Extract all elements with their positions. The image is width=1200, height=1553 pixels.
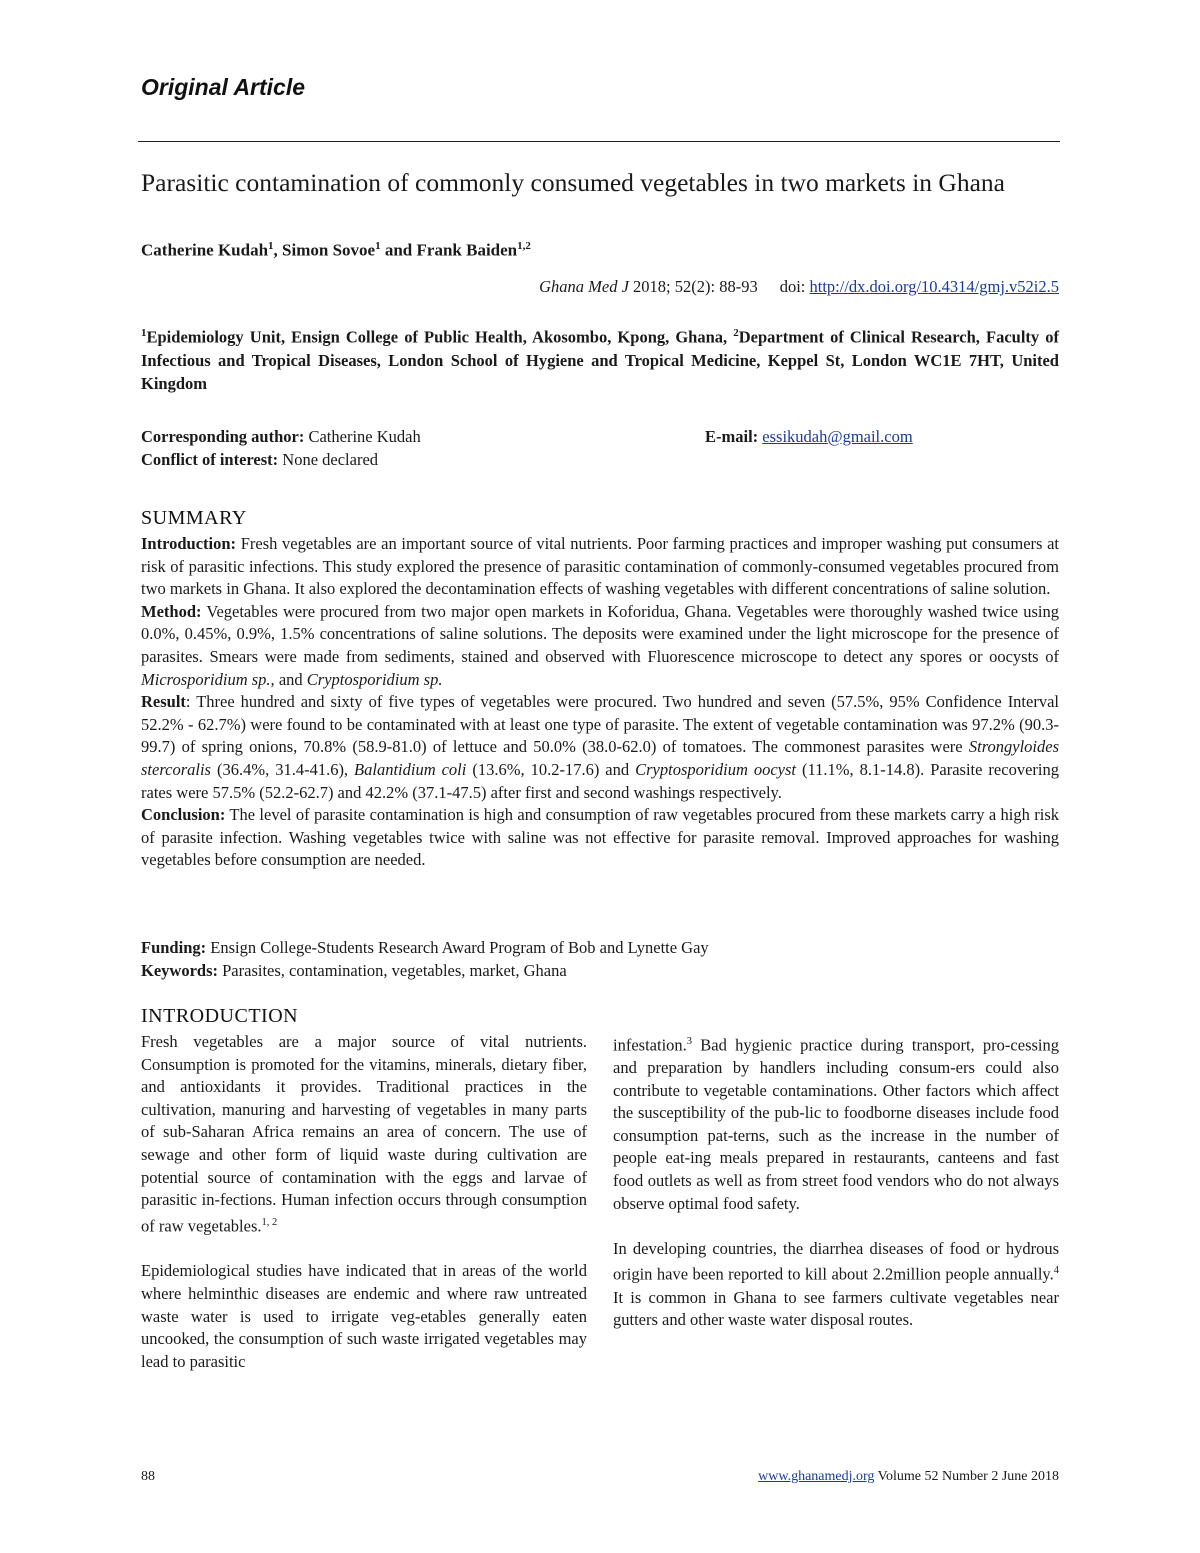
author-separator: and [380, 240, 417, 260]
journal-name: Ghana Med J [539, 277, 629, 296]
email-link[interactable]: essikudah@gmail.com [762, 427, 913, 446]
citation-details: 2018; 52(2): 88-93 [633, 277, 758, 296]
corresponding-info [141, 425, 421, 471]
intro-label: Introduction: [141, 534, 237, 553]
paragraph-text: Bad hygienic practice during transport, pro-cessing and preparation by handlers including consum-ers could also contribute to vegetable contaminations. Other factors which affect the susceptibility of the pub-lic to foodborne diseases include food consumption pat-terns, such as the increase in the number of people eat-ing meals prepared in restaurants, canteens and fast food outlets as well as from street food vendors who do not always observe optimal food safety. [613, 1035, 1059, 1213]
reference-marker: 1, 2 [261, 1216, 278, 1228]
funding-text: Ensign College-Students Research Award Program of Bob and Lynette Gay [210, 938, 709, 957]
summary-introduction [141, 533, 1059, 601]
method-text: and [274, 669, 307, 689]
intro-text: Fresh vegetables are an important source of vital nutrients. Poor farming practices and improper washing put consumers at risk of parasitic infections. This study explored the presence of parasitic contamination of commonly-consumed vegetables procured from two markets in Ghana. It also explored the decontamination effects of washing vegetables with different concentrations of saline solution. [141, 534, 1060, 599]
result-organism: Cryptosporidium oocyst [635, 759, 797, 779]
summary-body [141, 533, 1059, 872]
article-title: Parasitic contamination of commonly consumed vegetables in two markets in Ghana [141, 168, 1005, 197]
reference-marker: 3 [686, 1036, 693, 1047]
funding-line [141, 937, 709, 960]
email-info [705, 425, 913, 448]
method-organism: Microsporidium sp., [141, 669, 275, 689]
result-text: (13.6%, 10.2-17.6) and [466, 759, 636, 779]
funding-label: Funding: [141, 938, 207, 957]
author-affiliation-marker: 1,2 [517, 240, 531, 252]
author-name: Frank Baiden [416, 240, 518, 260]
doi-link[interactable]: http://dx.doi.org/10.4314/gmj.v52i2.5 [809, 277, 1059, 296]
author-affiliation-marker: 1 [268, 240, 274, 252]
email-label: E-mail: [705, 427, 759, 446]
reference-marker: 4 [1053, 1265, 1059, 1277]
affiliation-text: Department of Clinical Research, Faculty of Infectious and Tropical Diseases, London School of Hygiene and Tropical Medicine, Keppel St, London WC1E 7HT, United Kingdom [141, 327, 1059, 393]
author-affiliation-marker: 1 [375, 240, 381, 252]
affiliations [141, 322, 1059, 395]
body-paragraph [141, 1031, 587, 1238]
result-label: Result [141, 692, 186, 712]
conclusion-label: Conclusion: [141, 805, 226, 825]
summary-result [141, 691, 1059, 804]
introduction-right-column [613, 1031, 1059, 1332]
keywords-line [141, 960, 709, 983]
header-rule [138, 141, 1060, 142]
page-number: 88 [141, 1469, 155, 1484]
doi-label: doi: [779, 277, 806, 296]
author-name: Catherine Kudah [141, 240, 269, 260]
keywords-label: Keywords: [141, 960, 218, 980]
author-name: Simon Sovoe [282, 240, 376, 260]
body-paragraph [613, 1238, 1059, 1332]
conclusion-text: The level of parasite contamination is high and consumption of raw vegetables procured from these markets carry a high risk of parasite infection. Washing vegetables twice with saline was not effective for parasite removal. Improved approaches for washing vegetables before consumption are needed. [141, 805, 1059, 870]
introduction-heading: INTRODUCTION [141, 1005, 299, 1027]
body-paragraph [613, 1031, 1059, 1215]
corresponding-author-label: Corresponding author: [141, 427, 305, 446]
issue-info: Volume 52 Number 2 June 2018 [877, 1469, 1059, 1484]
website-link[interactable]: www.ghanamedj.org [758, 1469, 875, 1484]
method-organism: Cryptosporidium sp. [306, 669, 443, 689]
summary-method [141, 601, 1059, 691]
result-text: (11.1%, 8.1-14.8). Parasite recovering rates were 57.5% (52.2-62.7) and 42.2% (37.1-47.5) after first and second washings respectively. [141, 759, 1059, 802]
affiliation-text: Epidemiology Unit, Ensign College of Public Health, Akosombo, Kpong, Ghana, [146, 327, 734, 347]
funding-keywords [141, 937, 709, 982]
author-list [141, 240, 531, 261]
result-text: : Three hundred and sixty of five types of vegetables were procured. Two hundred and seven (57.5%, 95% Confidence Interval 52.2% - 62.7%) were found to be contaminated with at least one type of parasite. The extent of vegetable contamination was 97.2% (90.3-99.7) of spring onions, 70.8% (58.9-81.0) of lettuce and 50.0% (38.0-62.0) of tomatoes. The commonest parasites were [141, 692, 1059, 757]
result-text: (36.4%, 31.4-41.6), [210, 759, 355, 779]
conflict-label: Conflict of interest: [141, 450, 279, 469]
summary-heading: SUMMARY [141, 507, 247, 529]
paragraph-text: It is common in Ghana to see farmers cultivate vegetables near gutters and other waste water disposal routes. [613, 1287, 1059, 1330]
author-separator: , [273, 240, 283, 260]
citation-line [539, 277, 1059, 297]
corresponding-author-name: Catherine Kudah [308, 427, 421, 446]
section-label: Original Article [141, 74, 306, 100]
affiliation-marker: 1 [141, 327, 147, 339]
result-organism: Balantidium coli [354, 759, 467, 779]
result-organism: Strongyloides stercoralis [141, 737, 1059, 779]
affiliation-marker: 2 [733, 327, 739, 339]
footer-info [758, 1469, 1059, 1485]
summary-conclusion [141, 804, 1059, 872]
method-label: Method: [141, 601, 202, 621]
method-text: Vegetables were procured from two major open markets in Koforidua, Ghana. Vegetables were thoroughly washed twice using 0.0%, 0.45%, 0.9%, 1.5% concentrations of saline solutions. The deposits were examined under the light microscope for the presence of parasites. Smears were made from sediments, stained and observed with Fluorescence microscope to detect any spores or oocysts of [141, 601, 1060, 666]
paragraph-text: Fresh vegetables are a major source of vital nutrients. Consumption is promoted for the vitamins, minerals, dietary fiber, and antioxidants it provides. Traditional practices in the cultivation, manuring and harvesting of vegetables in many parts of sub-Saharan Africa remains an area of concern. The use of sewage and other form of liquid waste during cultivation are potential source of contamination with the eggs and larvae of parasitic in-fections. Human infection occurs through consumption of raw vegetables. [141, 1032, 587, 1236]
paragraph-text: In developing countries, the diarrhea diseases of food or hydrous origin have been reported to kill about 2.2million people annually. [613, 1238, 1059, 1284]
conflict-value: None declared [282, 450, 379, 469]
body-paragraph: Epidemiological studies have indicated that in areas of the world where helminthic diseases are endemic and where raw untreated waste water is used to irrigate veg-etables generally eaten uncooked, the consumption of such waste irrigated vegetables may lead to parasitic [141, 1261, 587, 1371]
keywords-text: Parasites, contamination, vegetables, market, Ghana [222, 960, 567, 980]
introduction-left-column [141, 1031, 587, 1373]
paragraph-text: infestation. [613, 1035, 687, 1055]
